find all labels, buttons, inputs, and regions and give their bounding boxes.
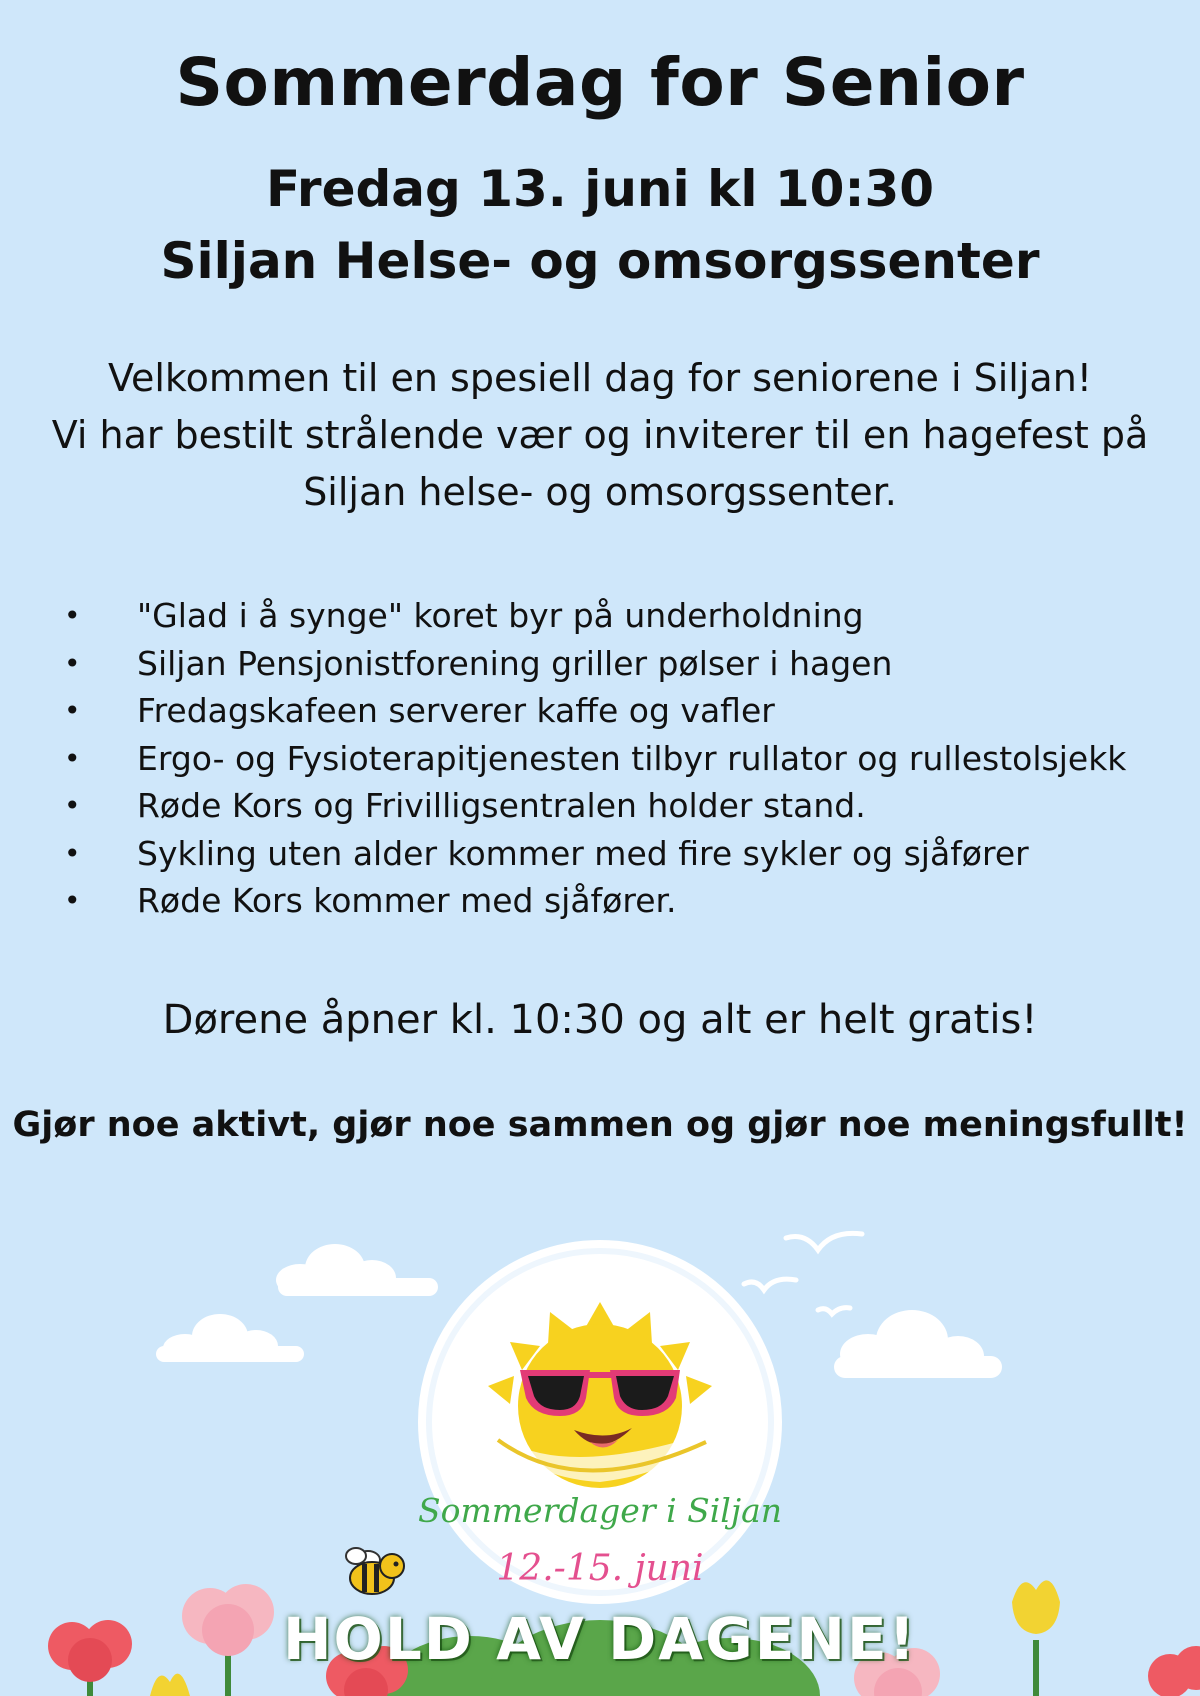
list-item-text: Siljan Pensjonistforening griller pølser i hagen (137, 643, 893, 683)
intro-text (20, 350, 1180, 521)
intro-line: Siljan helse- og omsorgssenter. (303, 470, 897, 514)
motto-text: Gjør noe aktivt, gjør noe sammen og gjør noe meningsfullt! (12, 1105, 1188, 1145)
list-item-text: Fredagskafeen serverer kaffe og vafler (137, 691, 775, 730)
logo-dates: 12.-15. juni (496, 1548, 704, 1589)
list-item-text: Sykling uten alder kommer med fire sykler og sjåfører (137, 833, 1029, 873)
event-venue: Siljan Helse- og omsorgssenter (160, 232, 1040, 290)
poster-title: Sommerdag for Senior (175, 44, 1025, 121)
bee-icon (346, 1548, 404, 1594)
cloud-icon (834, 1310, 1002, 1378)
cloud-icon (276, 1244, 438, 1296)
bullet-icon: • (64, 646, 81, 680)
bullet-icon: • (64, 789, 81, 822)
list-item (60, 687, 1180, 735)
bullet-icon: • (64, 599, 81, 632)
list-item-text: Ergo- og Fysioterapitjenesten tilbyr rullator og rullestolsjekk (137, 738, 1127, 778)
activity-list (60, 592, 1180, 925)
bullet-icon: • (64, 836, 81, 870)
sommerdager-logo (418, 1244, 782, 1600)
logo-name: Sommerdager i Siljan (418, 1491, 782, 1530)
event-date-time: Fredag 13. juni kl 10:30 (265, 160, 935, 218)
bullet-icon: • (64, 694, 81, 727)
list-item (60, 830, 1180, 878)
list-item-text: Røde Kors og Frivilligsentralen holder stand. (137, 786, 866, 825)
intro-line: Velkommen til en spesiell dag for seniorene i Siljan! (107, 356, 1093, 400)
list-item-text: "Glad i å synge" koret byr på underholdning (137, 596, 864, 635)
list-item (60, 782, 1180, 830)
doors-open-text: Dørene åpner kl. 10:30 og alt er helt gratis! (162, 997, 1038, 1043)
list-item (60, 877, 1180, 925)
flower-icon (150, 1674, 190, 1696)
list-item (60, 592, 1180, 640)
intro-line: Vi har bestilt strålende vær og inviterer til en hagefest på (51, 413, 1149, 457)
bullet-icon: • (64, 741, 81, 775)
list-item-text: Røde Kors kommer med sjåfører. (137, 881, 677, 920)
bullet-icon: • (64, 884, 81, 917)
cloud-icon (156, 1314, 304, 1362)
list-item (60, 735, 1180, 783)
list-item (60, 640, 1180, 688)
hold-the-dates-banner: HOLD AV DAGENE! (282, 1605, 918, 1673)
bird-icon (744, 1233, 862, 1314)
